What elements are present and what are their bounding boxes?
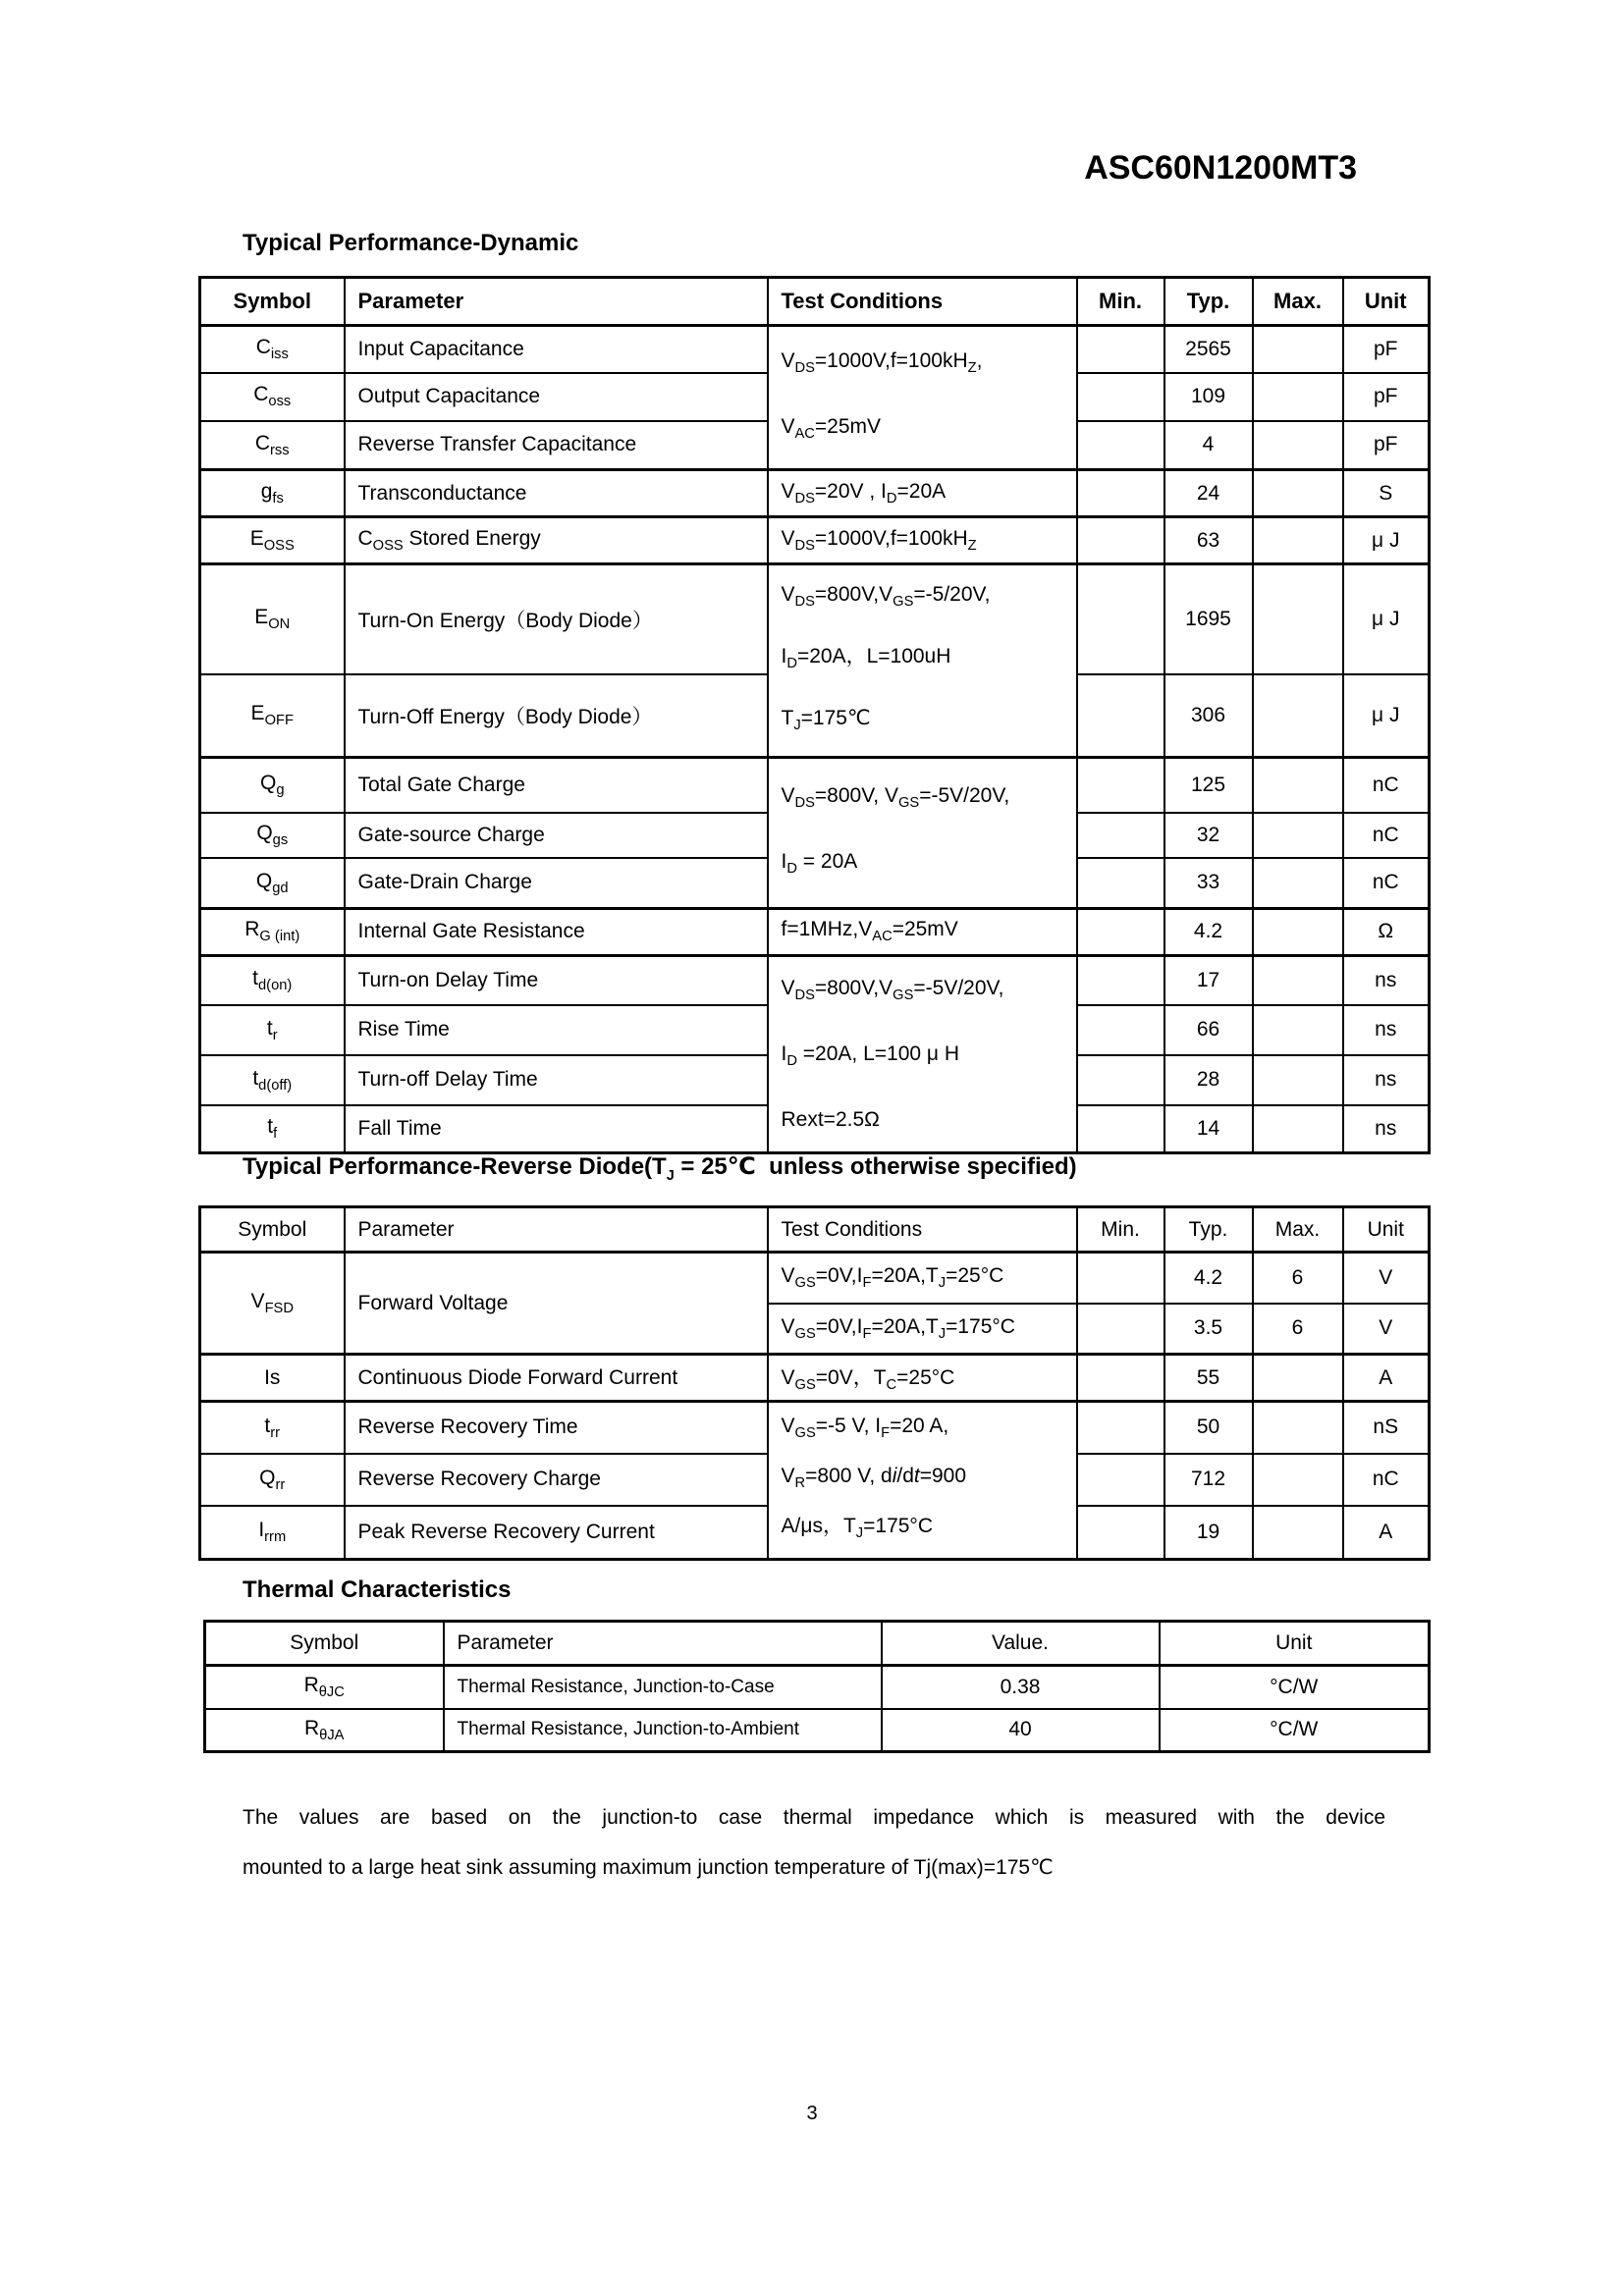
cell-crss-typ: 4	[1164, 421, 1253, 470]
cell-eoss-min	[1077, 517, 1164, 564]
cell-rg-conditions: $f=1MHz,V_{AC}=25mV$	[768, 908, 1077, 955]
cell-vfsd25-conditions: $V_{GS}=0V,I_F=20A,T_J=25^\circ C$	[768, 1253, 1077, 1304]
cell-vfsd25-max: 6	[1253, 1253, 1343, 1304]
cell-irrm-min	[1077, 1506, 1164, 1559]
page-number: 3	[806, 2103, 818, 2124]
cell-rg-typ: 4.2	[1164, 908, 1253, 955]
col-header-parameter: Parameter	[444, 1622, 882, 1666]
cell-ciss-unit: pF	[1343, 326, 1430, 373]
cell-irrm-unit: A	[1343, 1506, 1430, 1559]
cell-switching-conditions: $V_{DS}=800V,V_{GS}=-5V/20V$, $I_D =20A$, L=100 μ H Rext=2.5Ω	[768, 955, 1077, 1152]
cell-tf-typ: 14	[1164, 1105, 1253, 1153]
cell-tdon-typ: 17	[1164, 955, 1253, 1005]
table-row	[200, 564, 1430, 674]
cell-rthjc-symbol: $R_{\theta JC}$	[205, 1666, 444, 1709]
cell-gfs-parameter: Transconductance	[345, 470, 768, 517]
cell-tdoff-symbol: $t_{d(off)}$	[200, 1055, 345, 1105]
cell-qg-max	[1253, 757, 1343, 813]
cell-qgs-min	[1077, 813, 1164, 858]
cell-eoff-parameter: Turn-Off Energy（Body Diode）	[345, 674, 768, 757]
cell-rthjc-value: 0.38	[882, 1666, 1160, 1709]
cell-eon-parameter: Turn-On Energy（Body Diode）	[345, 564, 768, 674]
cell-tr-parameter: Rise Time	[345, 1005, 768, 1055]
cell-eoff-typ: 306	[1164, 674, 1253, 757]
cell-eoff-max	[1253, 674, 1343, 757]
cell-crss-symbol: $C_{rss}$	[200, 421, 345, 470]
col-header-symbol: Symbol	[200, 278, 345, 326]
cell-eoff-min	[1077, 674, 1164, 757]
cell-crss-max	[1253, 421, 1343, 470]
cell-ciss-min	[1077, 326, 1164, 373]
cell-vfsd-parameter: Forward Voltage	[345, 1253, 768, 1355]
cell-rg-max	[1253, 908, 1343, 955]
thermal-note-line2: mounted to a large heat sink assuming maximum junction temperature of Tj(max)=175℃	[243, 1856, 1054, 1879]
table-row	[200, 908, 1430, 955]
cell-qgs-typ: 32	[1164, 813, 1253, 858]
cell-irrm-max	[1253, 1506, 1343, 1559]
cell-rg-min	[1077, 908, 1164, 955]
cell-tr-typ: 66	[1164, 1005, 1253, 1055]
cell-is-unit: A	[1343, 1355, 1430, 1402]
cell-is-parameter: Continuous Diode Forward Current	[345, 1355, 768, 1402]
cell-crss-unit: pF	[1343, 421, 1430, 470]
cell-body-diode-conditions: $V_{DS}=800V,V_{GS}=-5/20V$, $I_D=20A$，L=100uH $T_J=175℃$	[768, 564, 1077, 758]
cell-vfsd25-unit: V	[1343, 1253, 1430, 1304]
cell-eon-max	[1253, 564, 1343, 674]
cell-qrr-typ: 712	[1164, 1454, 1253, 1506]
cell-vfsd25-typ: 4.2	[1164, 1253, 1253, 1304]
table-row	[200, 1402, 1430, 1454]
cell-qgs-parameter: Gate-source Charge	[345, 813, 768, 858]
cell-coss-typ: 109	[1164, 373, 1253, 421]
cell-ciss-typ: 2565	[1164, 326, 1253, 373]
col-header-min: Min.	[1077, 1207, 1164, 1253]
cell-tdoff-max	[1253, 1055, 1343, 1105]
cell-tdoff-typ: 28	[1164, 1055, 1253, 1105]
cell-qg-unit: nC	[1343, 757, 1430, 813]
cell-qgs-unit: nC	[1343, 813, 1430, 858]
col-header-parameter: Parameter	[345, 278, 768, 326]
cell-qg-typ: 125	[1164, 757, 1253, 813]
cell-qgd-min	[1077, 858, 1164, 908]
cell-irrm-typ: 19	[1164, 1506, 1253, 1559]
cell-vfsd175-typ: 3.5	[1164, 1304, 1253, 1355]
cell-tdon-max	[1253, 955, 1343, 1005]
cell-coss-symbol: $C_{oss}$	[200, 373, 345, 421]
cell-eoss-parameter: $C_{OSS}$ Stored Energy	[345, 517, 768, 564]
cell-vfsd175-unit: V	[1343, 1304, 1430, 1355]
part-number-title: ASC60N1200MT3	[1084, 149, 1357, 187]
cell-eon-min	[1077, 564, 1164, 674]
cell-qgs-max	[1253, 813, 1343, 858]
cell-qg-parameter: Total Gate Charge	[345, 757, 768, 813]
thermal-characteristics-table	[203, 1620, 1431, 1753]
cell-ciss-symbol: $C_{iss}$	[200, 326, 345, 373]
cell-tdoff-min	[1077, 1055, 1164, 1105]
col-header-unit: Unit	[1343, 278, 1430, 326]
col-header-min: Min.	[1077, 278, 1164, 326]
cell-tr-min	[1077, 1005, 1164, 1055]
cell-tr-unit: ns	[1343, 1005, 1430, 1055]
col-header-conditions: Test Conditions	[768, 1207, 1077, 1253]
cell-qrr-max	[1253, 1454, 1343, 1506]
table-header-row	[205, 1622, 1430, 1666]
cell-crss-min	[1077, 421, 1164, 470]
cell-rthjc-unit: °C/W	[1160, 1666, 1430, 1709]
cell-rg-symbol: $R_{G (int)}$	[200, 908, 345, 955]
cell-capacitance-conditions: $V_{DS}=1000V,f=100kH_Z$, $V_{AC}=25mV$	[768, 326, 1077, 470]
cell-qgd-unit: nC	[1343, 858, 1430, 908]
cell-tdoff-unit: ns	[1343, 1055, 1430, 1105]
cell-eon-typ: 1695	[1164, 564, 1253, 674]
cell-trr-parameter: Reverse Recovery Time	[345, 1402, 768, 1454]
cell-eoss-symbol: $E_{OSS}$	[200, 517, 345, 564]
cell-tdon-min	[1077, 955, 1164, 1005]
cell-trr-symbol: $t_{rr}$	[200, 1402, 345, 1454]
cell-gate-charge-conditions: $V_{DS}=800V$, $V_{GS}=-5V/20V$, $I_D = 20A$	[768, 757, 1077, 908]
cell-coss-min	[1077, 373, 1164, 421]
cell-eon-unit: μ J	[1343, 564, 1430, 674]
cell-gfs-min	[1077, 470, 1164, 517]
cell-irrm-symbol: $I_{rrm}$	[200, 1506, 345, 1559]
cell-qgd-parameter: Gate-Drain Charge	[345, 858, 768, 908]
cell-eoff-symbol: $E_{OFF}$	[200, 674, 345, 757]
cell-qrr-min	[1077, 1454, 1164, 1506]
cell-trr-typ: 50	[1164, 1402, 1253, 1454]
cell-is-typ: 55	[1164, 1355, 1253, 1402]
cell-vfsd175-min	[1077, 1304, 1164, 1355]
cell-tf-max	[1253, 1105, 1343, 1153]
cell-tf-unit: ns	[1343, 1105, 1430, 1153]
cell-irrm-parameter: Peak Reverse Recovery Current	[345, 1506, 768, 1559]
col-header-conditions: Test Conditions	[768, 278, 1077, 326]
cell-is-min	[1077, 1355, 1164, 1402]
cell-eoff-unit: μ J	[1343, 674, 1430, 757]
cell-eoss-max	[1253, 517, 1343, 564]
cell-gfs-symbol: $g_{fs}$	[200, 470, 345, 517]
col-header-unit: Unit	[1343, 1207, 1430, 1253]
cell-is-conditions: $V_{GS}=0V$，$T_C=25^\circ C$	[768, 1355, 1077, 1402]
cell-qgs-symbol: $Q_{gs}$	[200, 813, 345, 858]
cell-rthja-parameter: Thermal Resistance, Junction-to-Ambient	[444, 1709, 882, 1752]
cell-qrr-unit: nC	[1343, 1454, 1430, 1506]
table-row	[200, 470, 1430, 517]
reverse-diode-table	[198, 1205, 1431, 1561]
cell-eoss-conditions: $V_{DS}=1000V,f=100kH_Z$	[768, 517, 1077, 564]
section-heading-thermal: Thermal Characteristics	[243, 1576, 512, 1603]
cell-vfsd-symbol: $V_{FSD}$	[200, 1253, 345, 1355]
table-row	[200, 1355, 1430, 1402]
cell-trr-min	[1077, 1402, 1164, 1454]
cell-rthja-value: 40	[882, 1709, 1160, 1752]
cell-vfsd175-conditions: $V_{GS}=0V,I_F=20A,T_J=175^\circ C$	[768, 1304, 1077, 1355]
cell-recovery-conditions: $V_{GS}=-5$ V, $I_F=20$ A, $V_R=800$ V, di/dt=900 A/μs，$T_J=175^\circ C$	[768, 1402, 1077, 1560]
table-row	[200, 757, 1430, 813]
cell-qg-min	[1077, 757, 1164, 813]
cell-tf-parameter: Fall Time	[345, 1105, 768, 1153]
cell-tr-max	[1253, 1005, 1343, 1055]
table-row	[205, 1666, 1430, 1709]
cell-qrr-symbol: $Q_{rr}$	[200, 1454, 345, 1506]
cell-rthja-symbol: $R_{\theta JA}$	[205, 1709, 444, 1752]
cell-gfs-max	[1253, 470, 1343, 517]
cell-trr-unit: nS	[1343, 1402, 1430, 1454]
table-row	[200, 1253, 1430, 1304]
dynamic-performance-table	[198, 276, 1431, 1154]
thermal-note	[243, 1806, 1385, 1880]
cell-eon-symbol: $E_{ON}$	[200, 564, 345, 674]
section-heading-reverse-diode: Typical Performance-Reverse $Diode(T_J$ = 25℃ unless otherwise specified)	[243, 1153, 1077, 1184]
cell-qgd-typ: 33	[1164, 858, 1253, 908]
col-header-symbol: Symbol	[200, 1207, 345, 1253]
cell-vfsd175-max: 6	[1253, 1304, 1343, 1355]
table-row	[200, 326, 1430, 373]
cell-vfsd25-min	[1077, 1253, 1164, 1304]
cell-tf-symbol: $t_f$	[200, 1105, 345, 1153]
table-row	[205, 1709, 1430, 1752]
col-header-max: Max.	[1253, 1207, 1343, 1253]
cell-gfs-typ: 24	[1164, 470, 1253, 517]
cell-coss-parameter: Output Capacitance	[345, 373, 768, 421]
col-header-symbol: Symbol	[205, 1622, 444, 1666]
cell-qgd-max	[1253, 858, 1343, 908]
cell-trr-max	[1253, 1402, 1343, 1454]
cell-coss-unit: pF	[1343, 373, 1430, 421]
col-header-typ: Typ.	[1164, 1207, 1253, 1253]
cell-gfs-unit: S	[1343, 470, 1430, 517]
table-row	[200, 517, 1430, 564]
cell-qrr-parameter: Reverse Recovery Charge	[345, 1454, 768, 1506]
cell-eoss-unit: μ J	[1343, 517, 1430, 564]
cell-rthja-unit: °C/W	[1160, 1709, 1430, 1752]
cell-eoss-typ: 63	[1164, 517, 1253, 564]
cell-is-symbol: Is	[200, 1355, 345, 1402]
cell-gfs-conditions: $V_{DS}=20V$ , $I_D=20A$	[768, 470, 1077, 517]
table-row	[200, 955, 1430, 1005]
col-header-max: Max.	[1253, 278, 1343, 326]
cell-rg-parameter: Internal Gate Resistance	[345, 908, 768, 955]
cell-tdon-parameter: Turn-on Delay Time	[345, 955, 768, 1005]
table-header-row	[200, 1207, 1430, 1253]
cell-tdon-unit: ns	[1343, 955, 1430, 1005]
cell-rthjc-parameter: Thermal Resistance, Junction-to-Case	[444, 1666, 882, 1709]
col-header-parameter: Parameter	[345, 1207, 768, 1253]
section-heading-dynamic: Typical Performance-Dynamic	[243, 230, 579, 256]
cell-qg-symbol: $Q_g$	[200, 757, 345, 813]
col-header-value: Value.	[882, 1622, 1160, 1666]
cell-qgd-symbol: $Q_{gd}$	[200, 858, 345, 908]
thermal-note-line1: The values are based on the junction-to case thermal impedance which is measured with the device	[243, 1806, 1385, 1829]
cell-tdon-symbol: $t_{d(on)}$	[200, 955, 345, 1005]
col-header-typ: Typ.	[1164, 278, 1253, 326]
cell-tf-min	[1077, 1105, 1164, 1153]
cell-crss-parameter: Reverse Transfer Capacitance	[345, 421, 768, 470]
cell-rg-unit: Ω	[1343, 908, 1430, 955]
table-header-row	[200, 278, 1430, 326]
cell-ciss-parameter: Input Capacitance	[345, 326, 768, 373]
cell-is-max	[1253, 1355, 1343, 1402]
cell-coss-max	[1253, 373, 1343, 421]
col-header-unit: Unit	[1160, 1622, 1430, 1666]
cell-tdoff-parameter: Turn-off Delay Time	[345, 1055, 768, 1105]
cell-tr-symbol: $t_r$	[200, 1005, 345, 1055]
cell-ciss-max	[1253, 326, 1343, 373]
